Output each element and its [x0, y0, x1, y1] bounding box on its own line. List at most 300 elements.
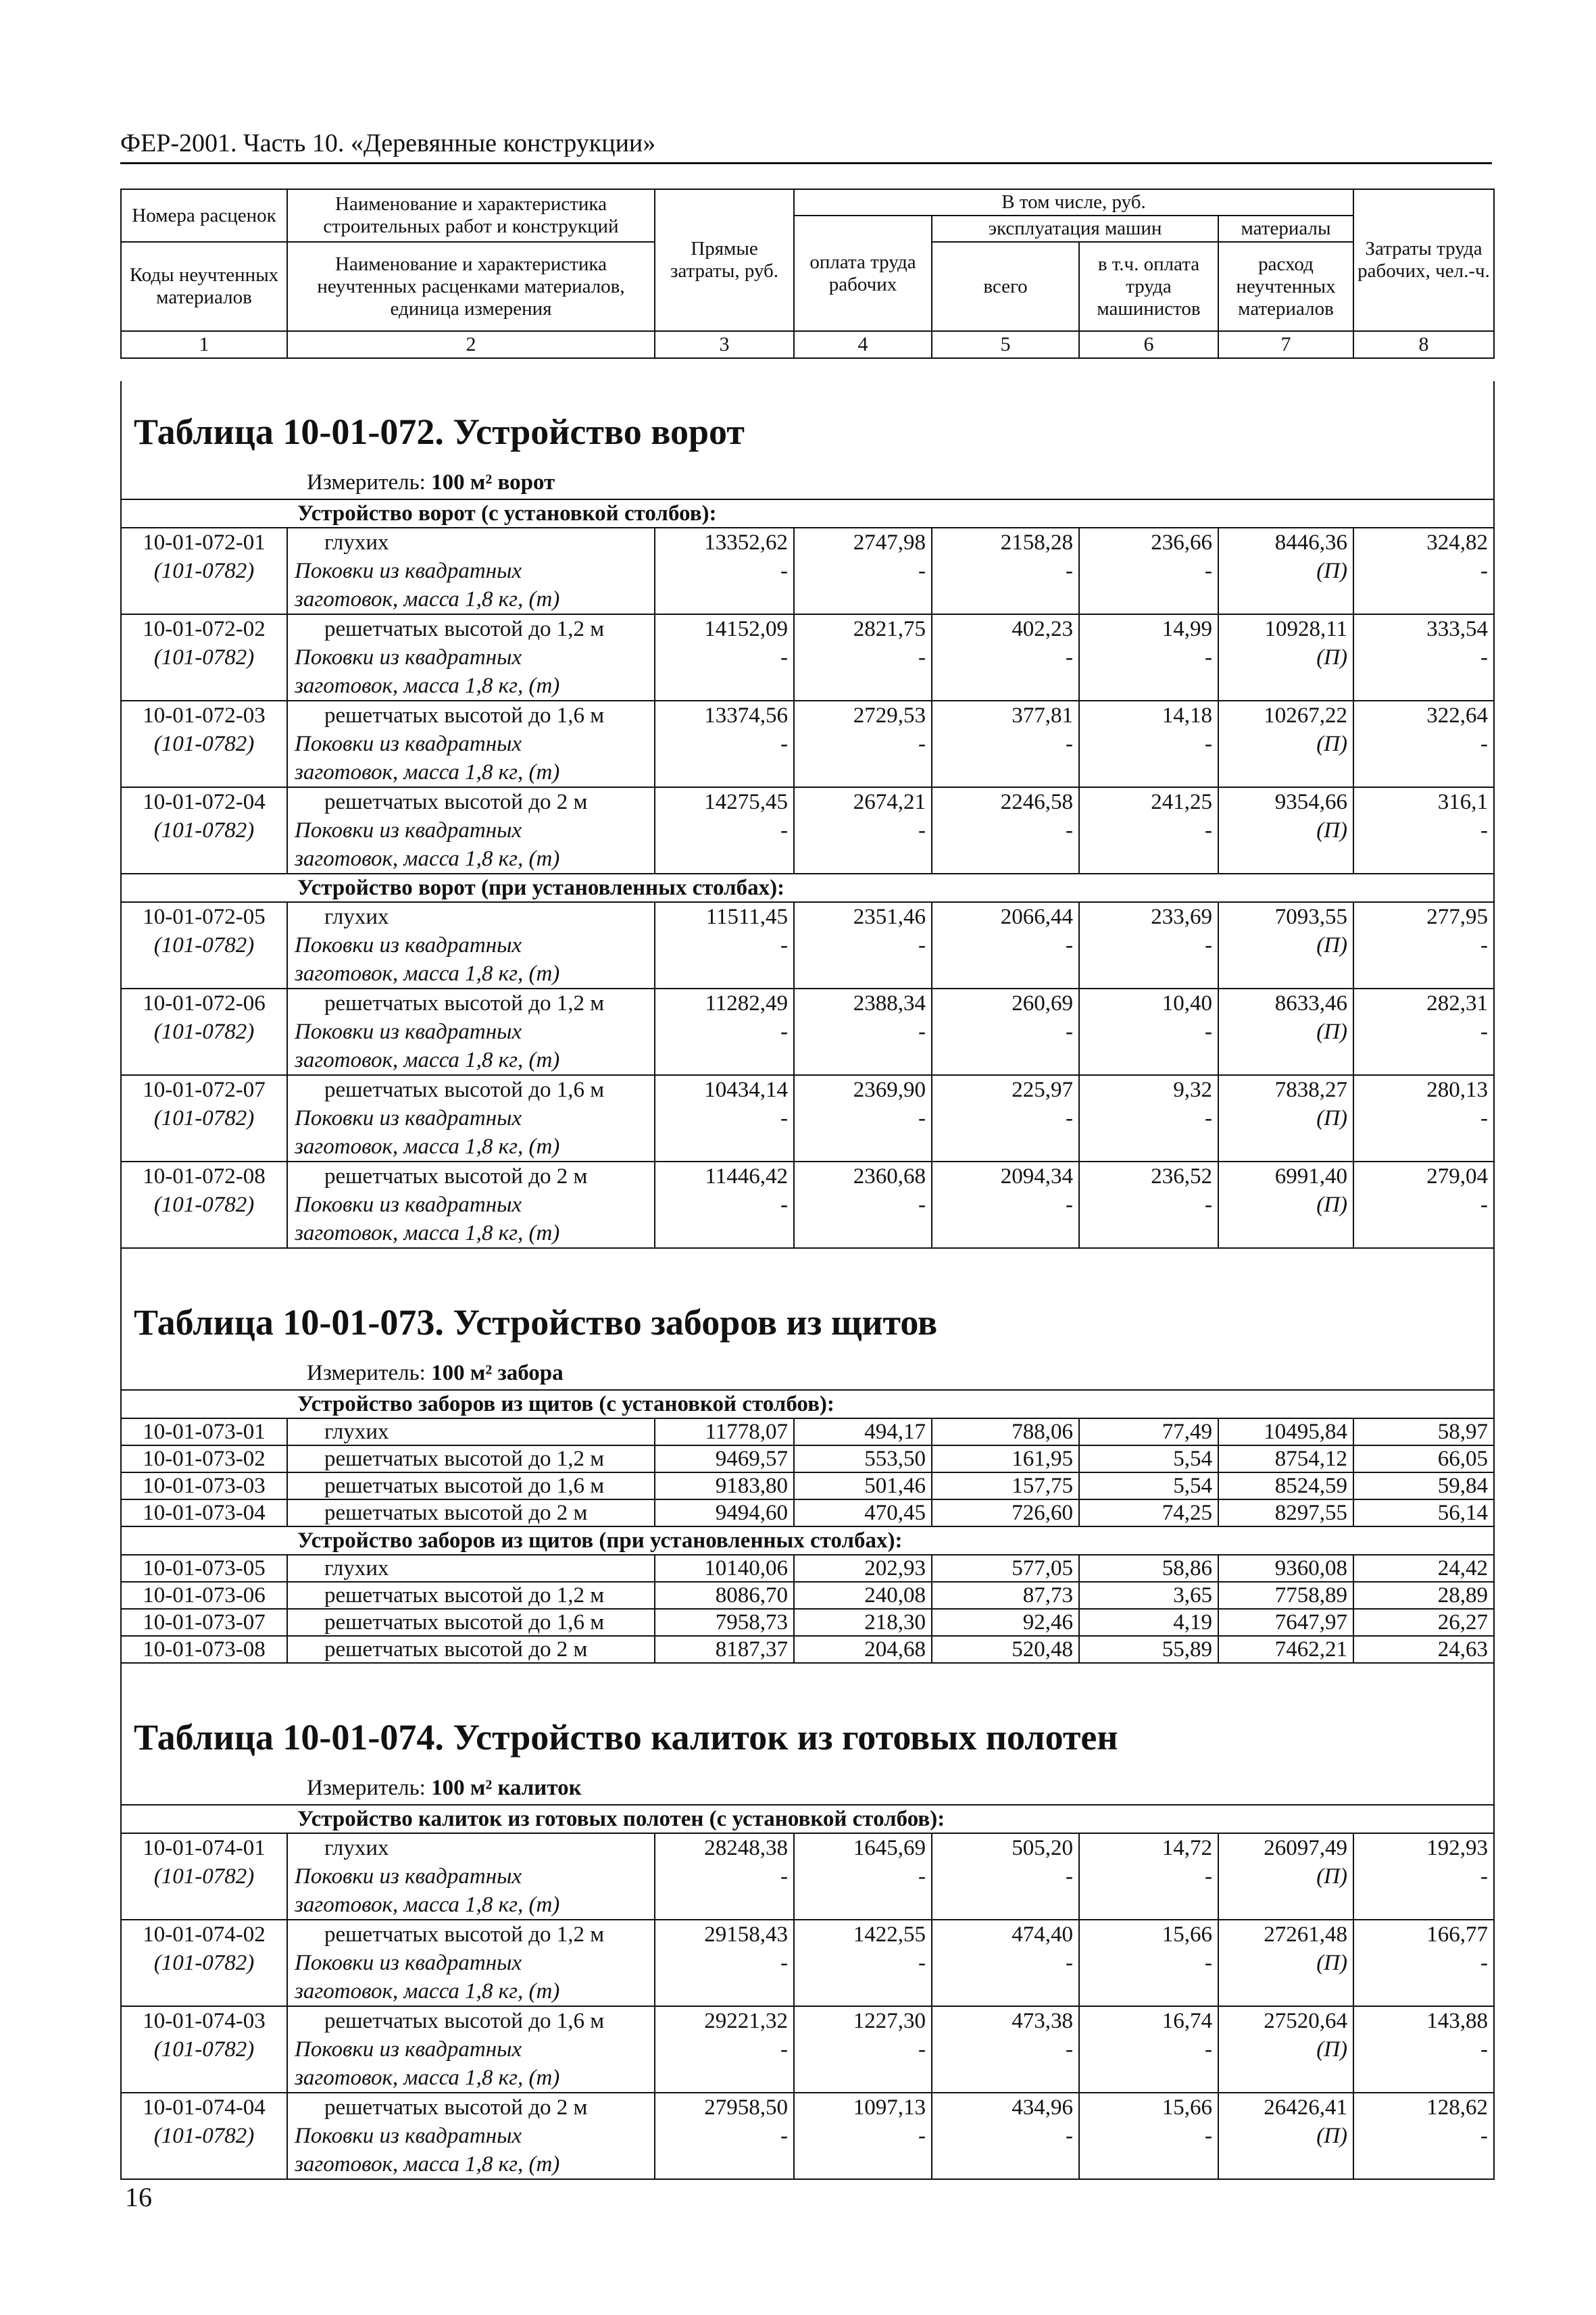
- material-name: Поковки из квадратных: [295, 2124, 522, 2148]
- materials-material: (П): [1316, 933, 1347, 957]
- table-unit-cell: [121, 468, 1494, 499]
- work-name: решетчатых высотой до 2 м: [324, 2095, 588, 2120]
- materials-cell: [1218, 1075, 1353, 1162]
- table-row: [121, 1445, 1494, 1472]
- table-row: [121, 614, 1494, 701]
- unit-measure: [307, 1774, 582, 1801]
- material-name-2: заготовок, масса 1,8 кг, (т): [295, 1893, 560, 1917]
- direct-cost-material: -: [780, 732, 788, 756]
- table-row: [121, 2006, 1494, 2093]
- wage: 2674,21: [853, 790, 926, 814]
- labor: 279,04: [1426, 1164, 1488, 1189]
- materials: 7647,97: [1218, 1609, 1353, 1636]
- materials-cell: [1218, 528, 1353, 614]
- rate-code: 10-01-073-08: [121, 1636, 287, 1663]
- work-name-cell: [287, 1582, 655, 1609]
- labor-material: -: [1480, 645, 1488, 670]
- labor-cell: [1353, 1920, 1494, 2006]
- wage: 1422,55: [853, 1922, 926, 1947]
- machines-total: 157,75: [932, 1472, 1079, 1499]
- spacer-cell: [121, 1663, 1494, 1687]
- materials-material: (П): [1316, 2124, 1347, 2148]
- direct-cost-cell: [655, 2006, 794, 2093]
- unit-measure: [307, 469, 555, 496]
- labor-cell: [1353, 701, 1494, 787]
- wage-cell: [794, 614, 932, 701]
- materials: 9354,66: [1274, 790, 1347, 814]
- rate-code: 10-01-073-06: [121, 1582, 287, 1609]
- labor: 277,95: [1426, 905, 1488, 929]
- material-code: (101-0782): [153, 1951, 255, 1975]
- wage: 1097,13: [853, 2095, 926, 2120]
- machines-total: 260,69: [1012, 991, 1073, 1016]
- wage-cell: [794, 2006, 932, 2093]
- materials: 27520,64: [1264, 2009, 1347, 2033]
- labor: 322,64: [1426, 703, 1488, 728]
- hdr-incl: В том числе, руб.: [794, 189, 1353, 216]
- materials-cell: [1218, 1833, 1353, 1920]
- direct-cost-material: -: [780, 818, 788, 843]
- direct-cost-material: -: [780, 1193, 788, 1217]
- labor: 26,27: [1353, 1609, 1494, 1636]
- rate-code: 10-01-074-01: [143, 1836, 266, 1860]
- rate-code: 10-01-072-05: [143, 905, 266, 929]
- machinist-wage-cell: [1079, 614, 1218, 701]
- unit-value: 100 м² ворот: [431, 470, 555, 495]
- machines-total-material: -: [1066, 559, 1073, 583]
- machines-total: 726,60: [932, 1499, 1079, 1526]
- unit-measure: [307, 1360, 564, 1387]
- work-name-cell: [287, 1833, 655, 1920]
- material-name-2: заготовок, масса 1,8 кг, (т): [295, 847, 560, 871]
- machines-total-material: -: [1066, 933, 1073, 957]
- table-title-row: [121, 1272, 1494, 1358]
- machines-total-material: -: [1066, 1106, 1073, 1130]
- material-code: (101-0782): [153, 2037, 255, 2062]
- work-name-cell: [287, 1636, 655, 1663]
- labor-cell: [1353, 787, 1494, 874]
- direct-cost-cell: [655, 701, 794, 787]
- table-unit-row: [121, 1773, 1494, 1805]
- material-code: (101-0782): [153, 2124, 255, 2148]
- machines-total: 87,73: [932, 1582, 1079, 1609]
- material-name-2: заготовок, масса 1,8 кг, (т): [295, 1135, 560, 1159]
- work-name: решетчатых высотой до 1,2 м: [324, 617, 605, 641]
- labor: 28,89: [1353, 1582, 1494, 1609]
- materials: 8524,59: [1218, 1472, 1353, 1499]
- work-name: глухих: [324, 905, 389, 929]
- machines-total-cell: [932, 1075, 1079, 1162]
- rate-code: 10-01-073-03: [121, 1472, 287, 1499]
- rate-code-cell: [121, 614, 287, 701]
- materials: 10267,22: [1264, 703, 1347, 728]
- group-heading-row: [121, 874, 1494, 902]
- machines-total-cell: [932, 528, 1079, 614]
- materials-cell: [1218, 989, 1353, 1075]
- wage: 2821,75: [853, 617, 926, 641]
- materials: 6991,40: [1274, 1164, 1347, 1189]
- material-code: (101-0782): [153, 559, 255, 583]
- labor: 24,42: [1353, 1555, 1494, 1582]
- work-name-cell: [287, 1499, 655, 1526]
- material-name-2: заготовок, масса 1,8 кг, (т): [295, 587, 560, 612]
- material-name: Поковки из квадратных: [295, 2037, 522, 2062]
- work-name: решетчатых высотой до 1,2 м: [324, 1447, 605, 1471]
- table-title-cell: [121, 381, 1494, 468]
- material-code: (101-0782): [153, 933, 255, 957]
- wage-cell: [794, 701, 932, 787]
- machinist-wage: 15,66: [1162, 1922, 1212, 1947]
- machines-total-cell: [932, 614, 1079, 701]
- machinist-wage: 4,19: [1079, 1609, 1218, 1636]
- direct-cost: 13374,56: [704, 703, 788, 728]
- direct-cost-cell: [655, 1162, 794, 1248]
- material-name: Поковки из квадратных: [295, 645, 522, 670]
- wage: 2351,46: [853, 905, 926, 929]
- material-name: Поковки из квадратных: [295, 1193, 522, 1217]
- machinist-wage-material: -: [1205, 732, 1212, 756]
- materials-cell: [1218, 2006, 1353, 2093]
- direct-cost: 27958,50: [704, 2095, 788, 2120]
- materials-cell: [1218, 1162, 1353, 1248]
- machines-total: 474,40: [1012, 1922, 1073, 1947]
- hdr-materials: материалы: [1218, 216, 1353, 242]
- machines-total-material: -: [1066, 732, 1073, 756]
- table-row: [121, 1472, 1494, 1499]
- direct-cost-material: -: [780, 1864, 788, 1889]
- materials-cell: [1218, 902, 1353, 989]
- page-header: ФЕР-2001. Часть 10. «Деревянные конструкции»: [120, 127, 1492, 164]
- hdr-name-units: Наименование и характеристика неучтенных расценками материалов, единица измерения: [287, 242, 655, 331]
- labor-material: -: [1480, 559, 1488, 583]
- machines-total: 788,06: [932, 1418, 1079, 1445]
- table-title-cell: [121, 1272, 1494, 1358]
- column-header-table: [120, 189, 1495, 359]
- labor: 324,82: [1426, 530, 1488, 555]
- material-name: Поковки из квадратных: [295, 1951, 522, 1975]
- machines-total-cell: [932, 2093, 1079, 2179]
- table-title-row: [121, 1687, 1494, 1773]
- machines-total-cell: [932, 2006, 1079, 2093]
- machinist-wage: 74,25: [1079, 1499, 1218, 1526]
- wage-material: -: [918, 1864, 926, 1889]
- work-name-cell: [287, 2093, 655, 2179]
- work-name: глухих: [324, 530, 389, 555]
- direct-cost-cell: [655, 1075, 794, 1162]
- direct-cost: 14152,09: [704, 617, 788, 641]
- rate-code: 10-01-072-04: [143, 790, 266, 814]
- materials-material: (П): [1316, 2037, 1347, 2062]
- hdr-incl-machinist: в т.ч. оплата труда машинистов: [1079, 242, 1218, 331]
- materials-material: (П): [1316, 1864, 1347, 1889]
- machines-total: 577,05: [932, 1555, 1079, 1582]
- work-name-cell: [287, 1555, 655, 1582]
- table-row: [121, 1609, 1494, 1636]
- rate-code: 10-01-074-04: [143, 2095, 266, 2120]
- material-name-2: заготовок, масса 1,8 кг, (т): [295, 674, 560, 698]
- machinist-wage: 16,74: [1162, 2009, 1212, 2033]
- group-heading: Устройство калиток из готовых полотен (с установкой столбов):: [121, 1805, 1494, 1833]
- group-heading: Устройство заборов из щитов (с установкой столбов):: [121, 1390, 1494, 1418]
- labor-cell: [1353, 528, 1494, 614]
- work-name: решетчатых высотой до 2 м: [324, 1501, 588, 1525]
- materials-material: (П): [1316, 818, 1347, 843]
- machines-total-material: -: [1066, 818, 1073, 843]
- rates-table: [120, 381, 1495, 2180]
- wage-cell: [794, 989, 932, 1075]
- materials: 8446,36: [1274, 530, 1347, 555]
- wage-cell: [794, 902, 932, 989]
- group-heading: Устройство заборов из щитов (при установленных столбах):: [121, 1526, 1494, 1555]
- materials-material: (П): [1316, 1020, 1347, 1044]
- work-name: решетчатых высотой до 1,6 м: [324, 1474, 605, 1498]
- wage: 494,17: [794, 1418, 932, 1445]
- rate-code: 10-01-074-03: [143, 2009, 266, 2033]
- table-title-cell: [121, 1687, 1494, 1773]
- labor-material: -: [1480, 732, 1488, 756]
- machines-total: 520,48: [932, 1636, 1079, 1663]
- labor-material: -: [1480, 933, 1488, 957]
- machines-total-material: -: [1066, 645, 1073, 670]
- rate-code-cell: [121, 2093, 287, 2179]
- materials: 7462,21: [1218, 1636, 1353, 1663]
- unit-value: 100 м² калиток: [431, 1776, 582, 1800]
- unit-prefix: Измеритель:: [307, 1361, 426, 1385]
- group-heading-row: [121, 1390, 1494, 1418]
- labor-cell: [1353, 989, 1494, 1075]
- table-row: [121, 2093, 1494, 2179]
- direct-cost-material: -: [780, 2124, 788, 2148]
- rate-code-cell: [121, 528, 287, 614]
- table-unit-row: [121, 468, 1494, 499]
- work-name: решетчатых высотой до 1,6 м: [324, 1610, 605, 1635]
- machines-total-material: -: [1066, 2124, 1073, 2148]
- machinist-wage-material: -: [1205, 645, 1212, 670]
- labor: 59,84: [1353, 1472, 1494, 1499]
- rate-code-cell: [121, 1162, 287, 1248]
- labor-cell: [1353, 1075, 1494, 1162]
- wage: 2388,34: [853, 991, 926, 1016]
- hdr-codes: Коды неучтенных материалов: [121, 242, 287, 331]
- labor-material: -: [1480, 1193, 1488, 1217]
- wage-cell: [794, 528, 932, 614]
- machines-total: 377,81: [1012, 703, 1073, 728]
- rate-code: 10-01-073-01: [121, 1418, 287, 1445]
- direct-cost: 9183,80: [655, 1472, 794, 1499]
- labor-cell: [1353, 1833, 1494, 1920]
- hdr-col-1: 1: [121, 331, 287, 358]
- table-title-row: [121, 381, 1494, 468]
- work-name-cell: [287, 614, 655, 701]
- rate-code-cell: [121, 701, 287, 787]
- machinist-wage-cell: [1079, 787, 1218, 874]
- machinist-wage: 14,99: [1162, 617, 1212, 641]
- machinist-wage: 236,66: [1151, 530, 1212, 555]
- work-name-cell: [287, 1418, 655, 1445]
- machinist-wage-material: -: [1205, 559, 1212, 583]
- direct-cost-material: -: [780, 645, 788, 670]
- direct-cost-cell: [655, 2093, 794, 2179]
- hdr-labor: Затраты труда рабочих, чел.-ч.: [1353, 189, 1494, 331]
- wage-cell: [794, 1920, 932, 2006]
- labor-material: -: [1480, 2124, 1488, 2148]
- machinist-wage-material: -: [1205, 1020, 1212, 1044]
- unit-value: 100 м² забора: [431, 1361, 564, 1385]
- rate-code: 10-01-073-02: [121, 1445, 287, 1472]
- machines-total-cell: [932, 1920, 1079, 2006]
- machinist-wage: 58,86: [1079, 1555, 1218, 1582]
- labor: 316,1: [1437, 790, 1488, 814]
- hdr-col-7: 7: [1218, 331, 1353, 358]
- materials: 8754,12: [1218, 1445, 1353, 1472]
- machinist-wage-cell: [1079, 1920, 1218, 2006]
- direct-cost-material: -: [780, 933, 788, 957]
- table-unit-cell: [121, 1358, 1494, 1390]
- hdr-name: Наименование и характеристика строительных работ и конструкций: [287, 189, 655, 242]
- material-code: (101-0782): [153, 1864, 255, 1889]
- machinist-wage-material: -: [1205, 1864, 1212, 1889]
- direct-cost: 9494,60: [655, 1499, 794, 1526]
- labor: 66,05: [1353, 1445, 1494, 1472]
- rate-code-cell: [121, 1920, 287, 2006]
- direct-cost: 28248,38: [704, 1836, 788, 1860]
- wage-cell: [794, 1075, 932, 1162]
- labor: 280,13: [1426, 1078, 1488, 1102]
- machines-total-cell: [932, 902, 1079, 989]
- work-name: решетчатых высотой до 1,2 м: [324, 991, 605, 1016]
- wage: 501,46: [794, 1472, 932, 1499]
- materials: 7758,89: [1218, 1582, 1353, 1609]
- machinist-wage-cell: [1079, 1075, 1218, 1162]
- machines-total-cell: [932, 989, 1079, 1075]
- material-name: Поковки из квадратных: [295, 933, 522, 957]
- labor-cell: [1353, 1162, 1494, 1248]
- direct-cost: 7958,73: [655, 1609, 794, 1636]
- machinist-wage: 233,69: [1151, 905, 1212, 929]
- machinist-wage-material: -: [1205, 2124, 1212, 2148]
- material-name-2: заготовок, масса 1,8 кг, (т): [295, 2066, 560, 2090]
- table-row: [121, 1833, 1494, 1920]
- direct-cost: 14275,45: [704, 790, 788, 814]
- hdr-numbers: Номера расценок: [121, 189, 287, 242]
- direct-cost-material: -: [780, 1951, 788, 1975]
- materials-cell: [1218, 1920, 1353, 2006]
- materials: 26426,41: [1264, 2095, 1347, 2120]
- labor: 128,62: [1426, 2095, 1488, 2120]
- materials-material: (П): [1316, 1193, 1347, 1217]
- hdr-machines: эксплуатация машин: [932, 216, 1218, 242]
- machines-total: 161,95: [932, 1445, 1079, 1472]
- wage-cell: [794, 787, 932, 874]
- rate-code-cell: [121, 787, 287, 874]
- materials-material: (П): [1316, 732, 1347, 756]
- labor: 143,88: [1426, 2009, 1488, 2033]
- direct-cost-material: -: [780, 1106, 788, 1130]
- labor-cell: [1353, 2093, 1494, 2179]
- machines-total: 2066,44: [1000, 905, 1073, 929]
- wage: 1227,30: [853, 2009, 926, 2033]
- direct-cost-cell: [655, 614, 794, 701]
- wage: 202,93: [794, 1555, 932, 1582]
- machines-total: 225,97: [1012, 1078, 1073, 1102]
- labor-cell: [1353, 2006, 1494, 2093]
- machinist-wage: 5,54: [1079, 1472, 1218, 1499]
- work-name-cell: [287, 2006, 655, 2093]
- wage-material: -: [918, 645, 926, 670]
- direct-cost: 11282,49: [705, 991, 788, 1016]
- material-name-2: заготовок, масса 1,8 кг, (т): [295, 1221, 560, 1245]
- material-name: Поковки из квадратных: [295, 559, 522, 583]
- labor-cell: [1353, 614, 1494, 701]
- materials: 9360,08: [1218, 1555, 1353, 1582]
- machinist-wage: 14,18: [1162, 703, 1212, 728]
- table-spacer: [121, 1248, 1494, 1272]
- machines-total: 2246,58: [1000, 790, 1073, 814]
- direct-cost: 29158,43: [704, 1922, 788, 1947]
- rate-code-cell: [121, 902, 287, 989]
- spacer-cell: [121, 1248, 1494, 1272]
- machinist-wage-material: -: [1205, 1951, 1212, 1975]
- table-unit-cell: [121, 1773, 1494, 1805]
- machines-total-material: -: [1066, 2037, 1073, 2062]
- machines-total-material: -: [1066, 1020, 1073, 1044]
- hdr-direct: Прямые затраты, руб.: [655, 189, 794, 331]
- machines-total-material: -: [1066, 1864, 1073, 1889]
- unit-prefix: Измеритель:: [307, 1776, 426, 1800]
- wage: 240,08: [794, 1582, 932, 1609]
- wage: 1645,69: [853, 1836, 926, 1860]
- labor-material: -: [1480, 1864, 1488, 1889]
- work-name-cell: [287, 1472, 655, 1499]
- machinist-wage: 10,40: [1162, 991, 1212, 1016]
- material-name-2: заготовок, масса 1,8 кг, (т): [295, 962, 560, 986]
- wage-material: -: [918, 818, 926, 843]
- wage: 204,68: [794, 1636, 932, 1663]
- table-row: [121, 989, 1494, 1075]
- table-spacer: [121, 1663, 1494, 1687]
- materials: 8297,55: [1218, 1499, 1353, 1526]
- machinist-wage: 236,52: [1151, 1164, 1212, 1189]
- machinist-wage-material: -: [1205, 818, 1212, 843]
- materials-material: (П): [1316, 1106, 1347, 1130]
- wage-material: -: [918, 732, 926, 756]
- machinist-wage: 3,65: [1079, 1582, 1218, 1609]
- materials-cell: [1218, 701, 1353, 787]
- rate-code: 10-01-072-02: [143, 617, 266, 641]
- rate-code: 10-01-072-01: [143, 530, 266, 555]
- table-row: [121, 1418, 1494, 1445]
- machinist-wage: 9,32: [1173, 1078, 1212, 1102]
- direct-cost: 29221,32: [704, 2009, 788, 2033]
- material-name-2: заготовок, масса 1,8 кг, (т): [295, 760, 560, 785]
- wage: 2369,90: [853, 1078, 926, 1102]
- hdr-total: всего: [932, 242, 1079, 331]
- material-name: Поковки из квадратных: [295, 1864, 522, 1889]
- direct-cost-cell: [655, 1920, 794, 2006]
- direct-cost-material: -: [780, 2037, 788, 2062]
- machinist-wage-cell: [1079, 2093, 1218, 2179]
- table-row: [121, 1162, 1494, 1248]
- work-name: решетчатых высотой до 2 м: [324, 1637, 588, 1662]
- rate-code: 10-01-072-03: [143, 703, 266, 728]
- direct-cost-cell: [655, 1833, 794, 1920]
- wage-material: -: [918, 2037, 926, 2062]
- materials: 7093,55: [1274, 905, 1347, 929]
- labor: 333,54: [1426, 617, 1488, 641]
- work-name-cell: [287, 1609, 655, 1636]
- machines-total: 505,20: [1012, 1836, 1073, 1860]
- labor: 56,14: [1353, 1499, 1494, 1526]
